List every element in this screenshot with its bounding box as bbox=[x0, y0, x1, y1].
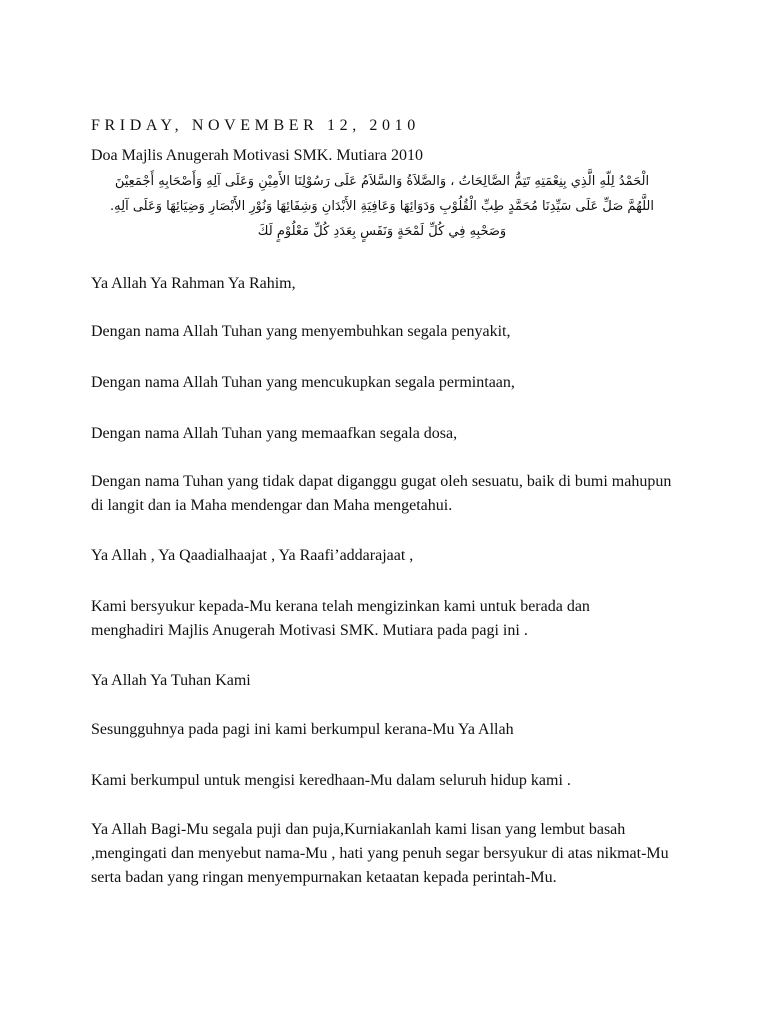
paragraph: Ya Allah , Ya Qaadialhaajat , Ya Raafi’addarajaat , bbox=[91, 547, 414, 564]
arabic-line: وَصَحْبِهِ فِي كُلِّ لَمْحَةٍ وَنَفَسٍ بِعَدَدِ كُلِّ مَعْلُوْمٍ لَكَ bbox=[257, 224, 507, 239]
paragraph: Sesungguhnya pada pagi ini kami berkumpul kerana-Mu Ya Allah bbox=[91, 721, 514, 738]
paragraph: Kami bersyukur kepada-Mu kerana telah mengizinkan kami untuk berada dan menghadiri Majlis Anugerah Motivasi SMK. Mutiara pada pagi ini . bbox=[91, 598, 590, 639]
arabic-line: اللَّهُمَّ صَلِّ عَلَى سَيِّدِنَا مُحَمَّدٍ طِبِّ الْقُلُوْبِ وَدَوَائِهَا وَعَافِيَةِ الأَبْدَانِ وَشِفَائِهَا وَنُوْرِ الأَبْصَارِ وَضِيَائِهَا وَعَلَى آلِهِ. bbox=[110, 199, 654, 214]
paragraph: Dengan nama Allah Tuhan yang mencukupkan segala permintaan, bbox=[91, 374, 515, 391]
post-title: Doa Majlis Anugerah Motivasi SMK. Mutiara 2010 bbox=[91, 147, 423, 164]
arabic-opening-prayer bbox=[88, 169, 676, 244]
paragraph: Dengan nama Allah Tuhan yang menyembuhkan segala penyakit, bbox=[91, 323, 511, 340]
arabic-line: الْحَمْدُ لِلّهِ الَّذِي بِنِعْمَتِهِ تَتِمُّ الصَّالِحَاتُ ، وَالصَّلاَةُ وَالسَّلاَمُ عَلَى رَسُوْلِنَا الأَمِيْنِ وَعَلَى آلِهِ وَأَصْحَابِهِ أَجْمَعِيْنَ bbox=[114, 174, 650, 189]
paragraph: Dengan nama Allah Tuhan yang memaafkan segala dosa, bbox=[91, 425, 458, 442]
post-date: FRIDAY, NOVEMBER 12, 2010 bbox=[91, 117, 420, 134]
paragraph: Ya Allah Ya Rahman Ya Rahim, bbox=[91, 275, 296, 292]
paragraph: Ya Allah Bagi-Mu segala puji dan puja,Kurniakanlah kami lisan yang lembut basah ,mengingati dan menyebut nama-Mu , hati yang penuh segar bersyukur di atas nikmat-Mu serta badan yang ringan menyempurnakan ketaatan kepada perintah-Mu. bbox=[91, 821, 669, 886]
paragraph: Dengan nama Tuhan yang tidak dapat diganggu gugat oleh sesuatu, baik di bumi mahupun di langit dan ia Maha mendengar dan Maha mengetahui. bbox=[91, 473, 672, 514]
paragraph: Ya Allah Ya Tuhan Kami bbox=[91, 672, 251, 689]
paragraph: Kami berkumpul untuk mengisi keredhaan-Mu dalam seluruh hidup kami . bbox=[91, 772, 571, 789]
